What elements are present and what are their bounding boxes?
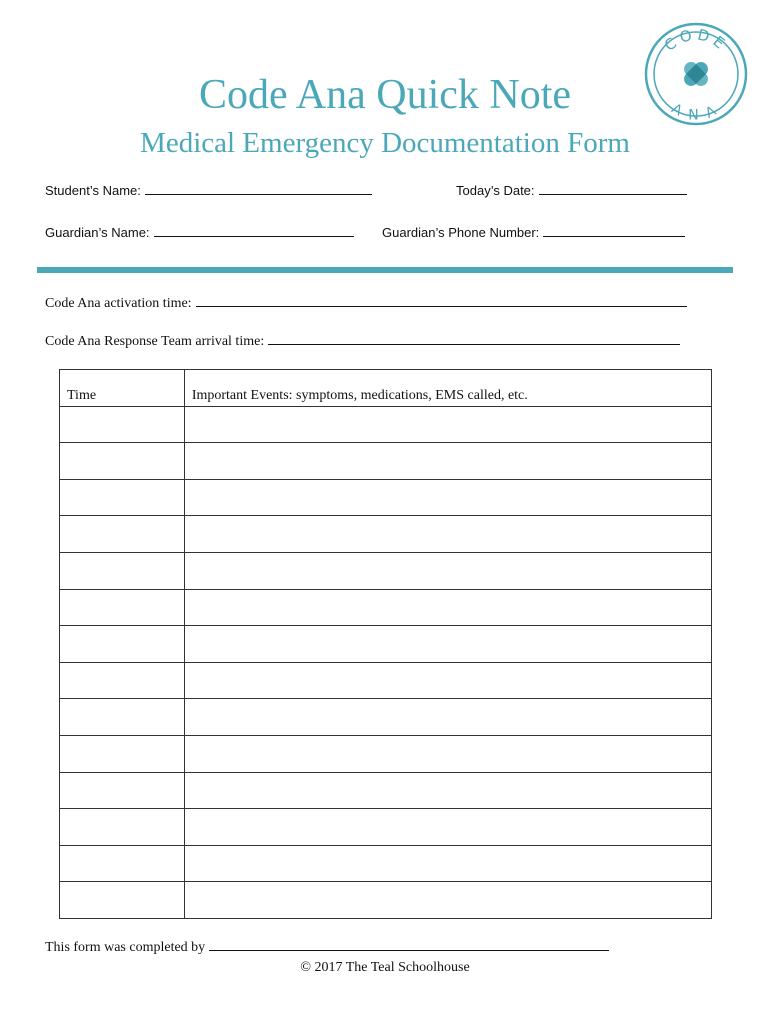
table-row bbox=[60, 406, 712, 443]
event-cell[interactable] bbox=[184, 809, 711, 846]
guardian-name-label: Guardian’s Name: bbox=[45, 225, 150, 240]
event-cell[interactable] bbox=[184, 479, 711, 516]
guardian-phone-field[interactable] bbox=[382, 224, 685, 240]
event-cell[interactable] bbox=[184, 552, 711, 589]
time-cell[interactable] bbox=[60, 443, 185, 480]
time-cell[interactable] bbox=[60, 699, 185, 736]
guardian-name-line[interactable] bbox=[154, 224, 354, 237]
time-cell[interactable] bbox=[60, 735, 185, 772]
time-cell[interactable] bbox=[60, 772, 185, 809]
student-name-line[interactable] bbox=[145, 182, 372, 195]
guardian-phone-label: Guardian’s Phone Number: bbox=[382, 225, 540, 240]
event-cell[interactable] bbox=[184, 589, 711, 626]
table-row bbox=[60, 845, 712, 882]
time-cell[interactable] bbox=[60, 809, 185, 846]
student-name-label: Student’s Name: bbox=[45, 183, 141, 198]
completed-by-line[interactable] bbox=[209, 938, 609, 951]
logo-text-bottom: ANA bbox=[668, 100, 724, 124]
event-cell[interactable] bbox=[184, 699, 711, 736]
page-title: Code Ana Quick Note bbox=[198, 72, 572, 118]
time-cell[interactable] bbox=[60, 626, 185, 663]
activation-time-field[interactable] bbox=[45, 294, 687, 312]
table-row bbox=[60, 443, 712, 480]
table-row bbox=[60, 772, 712, 809]
table-row bbox=[60, 699, 712, 736]
table-row bbox=[60, 882, 712, 919]
time-cell[interactable] bbox=[60, 479, 185, 516]
events-table-body bbox=[60, 406, 712, 918]
guardian-phone-line[interactable] bbox=[543, 224, 685, 237]
code-ana-logo bbox=[644, 22, 748, 126]
table-row bbox=[60, 479, 712, 516]
arrival-time-field[interactable] bbox=[45, 332, 680, 350]
event-cell[interactable] bbox=[184, 662, 711, 699]
logo-text-top: CODE bbox=[660, 25, 732, 55]
table-row bbox=[60, 809, 712, 846]
completed-by-label: This form was completed by bbox=[45, 940, 206, 955]
event-cell[interactable] bbox=[184, 516, 711, 553]
activation-time-label: Code Ana activation time: bbox=[45, 296, 192, 311]
table-row bbox=[60, 516, 712, 553]
time-cell[interactable] bbox=[60, 589, 185, 626]
column-header-events: Important Events: symptoms, medications, EMS called, etc. bbox=[184, 370, 711, 407]
todays-date-field[interactable] bbox=[456, 182, 687, 198]
todays-date-label: Today’s Date: bbox=[456, 183, 535, 198]
guardian-name-field[interactable] bbox=[45, 224, 354, 240]
event-cell[interactable] bbox=[184, 626, 711, 663]
table-row bbox=[60, 735, 712, 772]
event-cell[interactable] bbox=[184, 772, 711, 809]
time-cell[interactable] bbox=[60, 845, 185, 882]
completed-by-field[interactable] bbox=[45, 938, 609, 956]
table-row bbox=[60, 589, 712, 626]
activation-time-line[interactable] bbox=[196, 294, 687, 307]
todays-date-line[interactable] bbox=[539, 182, 687, 195]
plus-cross-icon bbox=[676, 54, 716, 94]
copyright-text: © 2017 The Teal Schoolhouse bbox=[300, 960, 470, 975]
time-cell[interactable] bbox=[60, 516, 185, 553]
time-cell[interactable] bbox=[60, 552, 185, 589]
table-row bbox=[60, 626, 712, 663]
time-cell[interactable] bbox=[60, 406, 185, 443]
event-cell[interactable] bbox=[184, 443, 711, 480]
table-row bbox=[60, 552, 712, 589]
event-cell[interactable] bbox=[184, 735, 711, 772]
event-cell[interactable] bbox=[184, 845, 711, 882]
table-header-row bbox=[60, 370, 712, 407]
events-table bbox=[59, 369, 712, 919]
section-divider bbox=[37, 267, 733, 273]
event-cell[interactable] bbox=[184, 406, 711, 443]
column-header-time: Time bbox=[60, 370, 185, 407]
arrival-time-label: Code Ana Response Team arrival time: bbox=[45, 334, 265, 349]
page-subtitle: Medical Emergency Documentation Form bbox=[140, 127, 630, 159]
time-cell[interactable] bbox=[60, 662, 185, 699]
arrival-time-line[interactable] bbox=[268, 332, 680, 345]
event-cell[interactable] bbox=[184, 882, 711, 919]
time-cell[interactable] bbox=[60, 882, 185, 919]
student-name-field[interactable] bbox=[45, 182, 372, 198]
table-row bbox=[60, 662, 712, 699]
